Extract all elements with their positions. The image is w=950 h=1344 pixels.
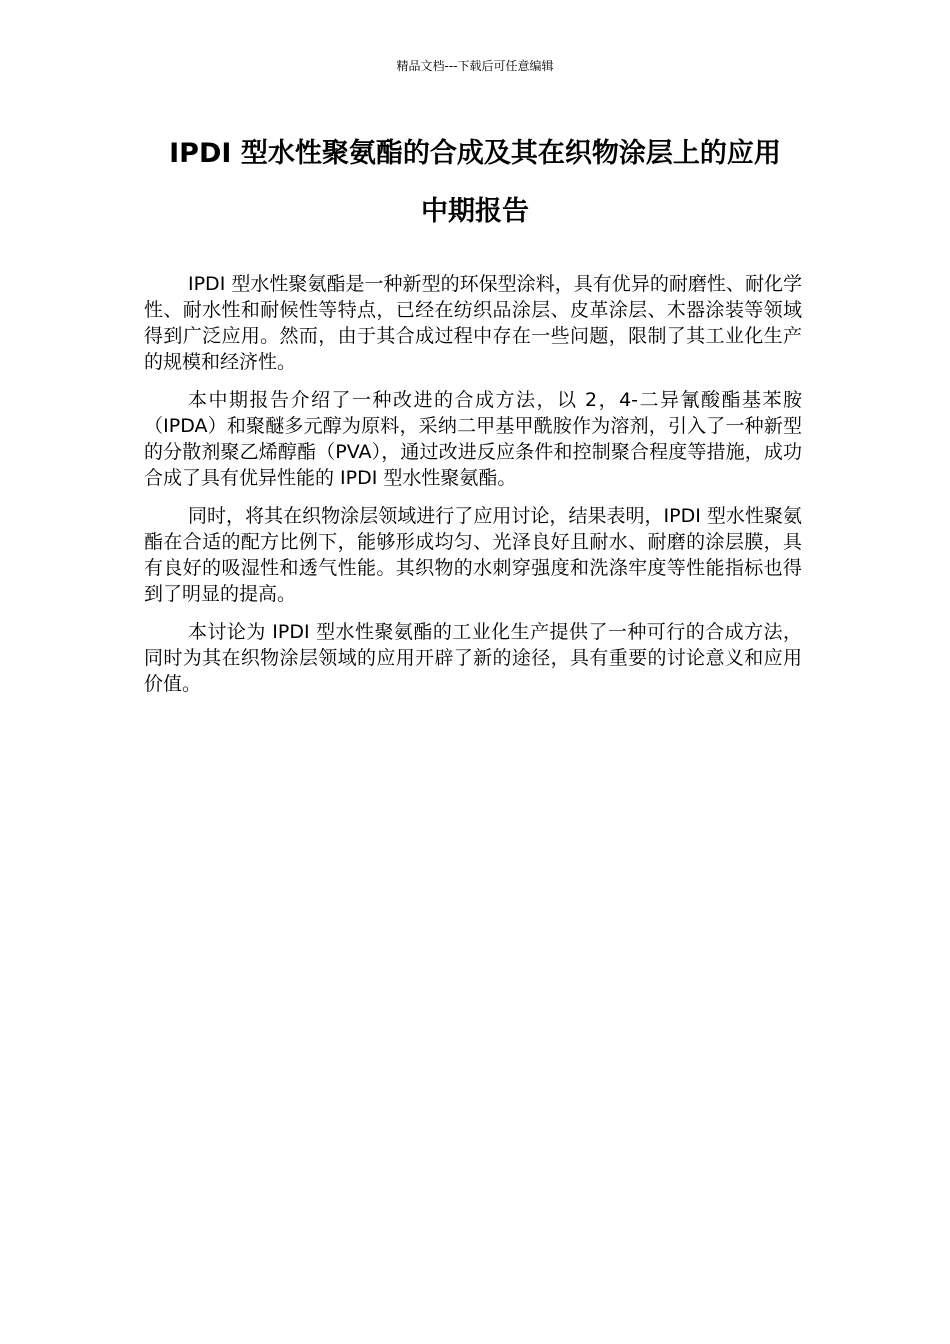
document-title: IPDI 型水性聚氨酯的合成及其在织物涂层上的应用: [169, 138, 781, 169]
document-body: [144, 271, 802, 709]
paragraph-2: 本中期报告介绍了一种改进的合成方法，以 2，4-二异氰酸酯基苯胺（IPDA）和聚醚多元醇为原料，采纳二甲基甲酰胺作为溶剂，引入了一种新型的分散剂聚乙烯醇酯（PVA），通过改进反应条件和控制聚合程度等措施，成功合成了具有优异性能的 IPDI 型水性聚氨酯。: [144, 389, 802, 489]
header-note: 精品文档---下载后可任意编辑: [396, 59, 554, 73]
document-subtitle: 中期报告: [421, 196, 529, 227]
paragraph-4: 本讨论为 IPDI 型水性聚氨酯的工业化生产提供了一种可行的合成方法，同时为其在织物涂层领域的应用开辟了新的途径，具有重要的讨论意义和应用价值。: [144, 621, 802, 695]
paragraph-3: 同时，将其在织物涂层领域进行了应用讨论，结果表明，IPDI 型水性聚氨酯在合适的配方比例下，能够形成均匀、光泽良好且耐水、耐磨的涂层膜，具有良好的吸湿性和透气性能。其织物的水刺穿强度和洗涤牢度等性能指标也得到了明显的提高。: [144, 505, 802, 605]
paragraph-1: IPDI 型水性聚氨酯是一种新型的环保型涂料，具有优异的耐磨性、耐化学性、耐水性和耐候性等特点，已经在纺织品涂层、皮革涂层、木器涂装等领域得到广泛应用。然而，由于其合成过程中存在一些问题，限制了其工业化生产的规模和经济性。: [144, 273, 802, 373]
